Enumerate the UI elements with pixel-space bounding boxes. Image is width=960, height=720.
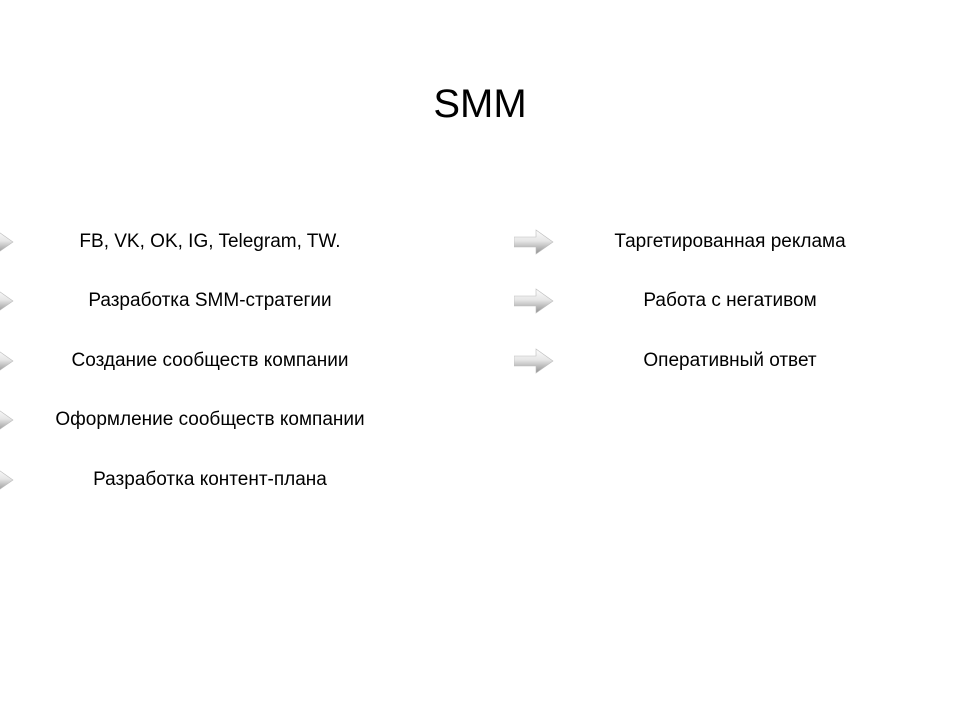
- arrow-right-icon: [514, 348, 554, 374]
- list-item: [0, 465, 420, 495]
- list-item-label: Оформление сообществ компании: [55, 409, 365, 430]
- list-item-label: Таргетированная реклама: [614, 231, 846, 252]
- list-item: [514, 286, 914, 316]
- list-item-label: Оперативный ответ: [643, 350, 817, 371]
- list-item-label: Разработка SMM-стратегии: [88, 290, 332, 311]
- arrow-right-icon: [514, 229, 554, 255]
- list-item: [0, 286, 420, 316]
- list-item: [0, 346, 420, 376]
- list-item: [514, 346, 914, 376]
- list-item-label: FB, VK, OK, IG, Telegram, TW.: [79, 231, 341, 252]
- list-item-label: Работа с негативом: [643, 290, 817, 311]
- arrow-right-icon: [514, 288, 554, 314]
- slide-title: SMM: [433, 82, 527, 126]
- list-item: [514, 227, 914, 257]
- list-item: [0, 227, 420, 257]
- list-item-label: Создание сообществ компании: [71, 350, 349, 371]
- list-item-label: Разработка контент-плана: [93, 469, 327, 490]
- list-item: [0, 405, 420, 435]
